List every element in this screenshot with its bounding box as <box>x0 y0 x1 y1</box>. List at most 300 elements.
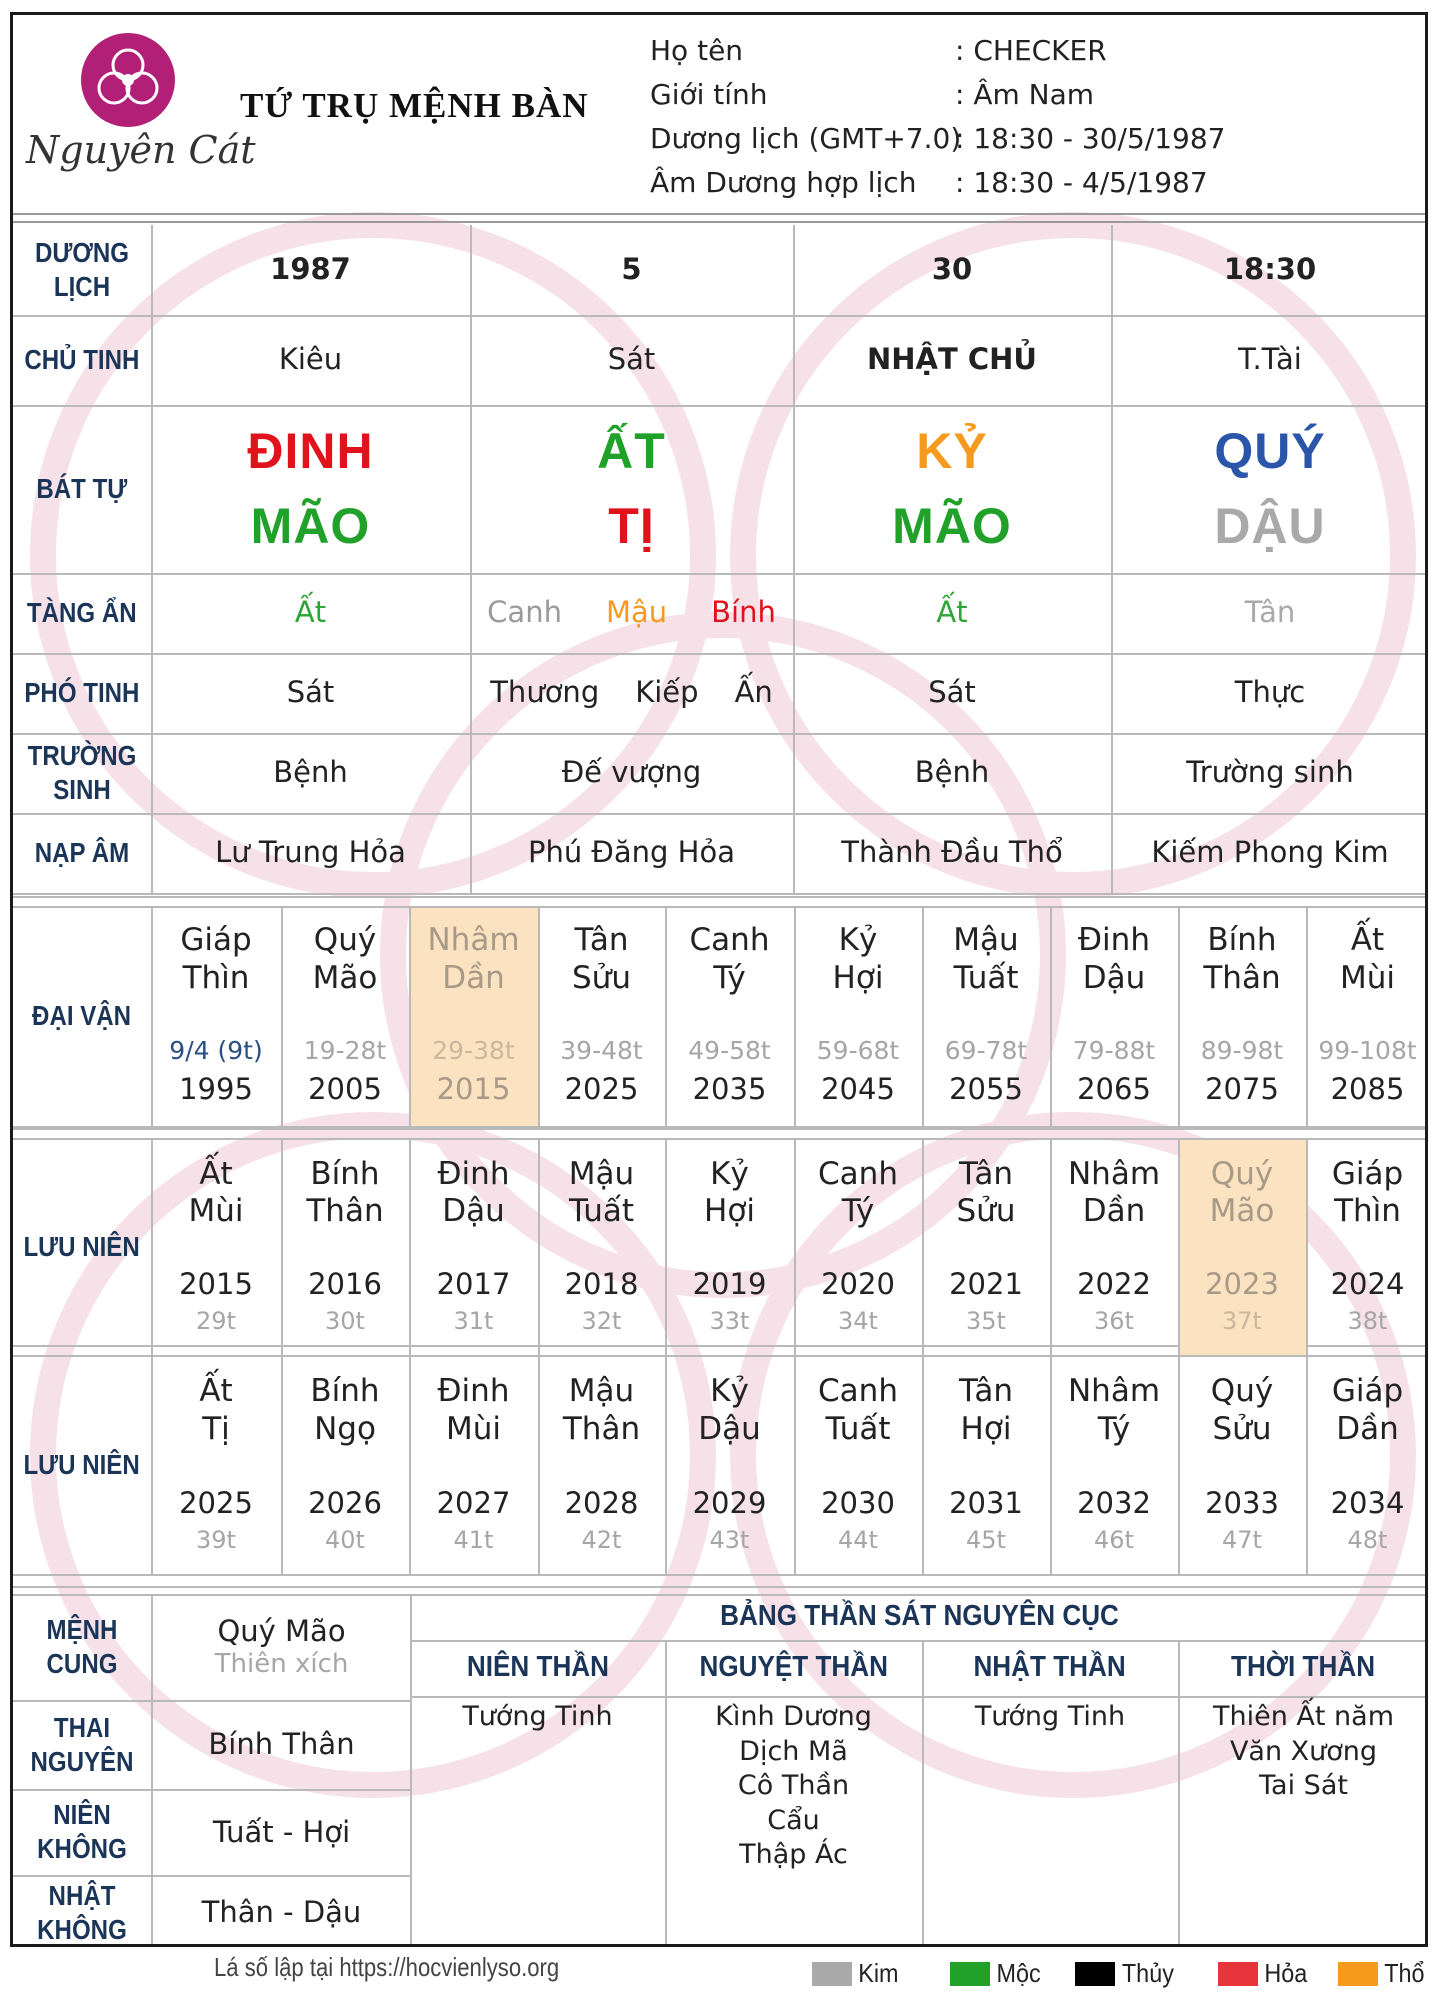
age-text: 29-38t <box>432 1035 515 1065</box>
dai_van-year-cell <box>794 1013 922 1126</box>
legend-label: Thổ <box>1384 1958 1425 1988</box>
year-text: 2019 <box>692 1267 767 1302</box>
age-text: 35t <box>966 1307 1006 1335</box>
chu-tinh-cell <box>1111 315 1428 405</box>
luu_nien_1-year-cell <box>1178 1248 1306 1355</box>
grid-line <box>13 213 1428 215</box>
info-label: Âm Dương hợp lịch <box>650 166 917 199</box>
age-text: 33t <box>709 1307 750 1335</box>
than-sat-header-text: NGUYỆT THẦN <box>699 1651 888 1684</box>
can-value: ĐINH <box>247 423 374 479</box>
dai_van-year-cell <box>281 1013 409 1126</box>
luu_nien_2-year-cell <box>1306 1466 1428 1574</box>
chu-tinh-value: T.Tài <box>1238 342 1302 377</box>
dai_van-canchi-cell <box>922 906 1050 1013</box>
year-text: 2034 <box>1330 1485 1405 1520</box>
luu_nien_2-canchi-cell <box>1306 1355 1428 1466</box>
than-sat-list <box>1178 1700 1428 1920</box>
duong-lich-value: 5 <box>621 252 642 287</box>
tang-an-value: Canh <box>487 595 562 630</box>
chi-text: Mùi <box>188 1193 244 1229</box>
chi-text: Tý <box>841 1193 875 1229</box>
year-text: 2028 <box>564 1485 639 1520</box>
tang-an-cell <box>151 573 470 653</box>
pho-tinh-cell <box>470 653 793 733</box>
age-text: 40t <box>325 1525 365 1554</box>
year-text: 2031 <box>949 1485 1023 1520</box>
pho-tinh-value: Thương <box>490 675 600 710</box>
dai_van-canchi-cell <box>665 906 794 1013</box>
luu_nien_1-canchi-cell <box>281 1138 409 1248</box>
chi-text: Thìn <box>1334 1193 1401 1229</box>
nap-am-value: Lư Trung Hỏa <box>215 835 406 870</box>
chi-text: Mùi <box>445 1410 501 1447</box>
can-text: Quý <box>1210 1373 1274 1410</box>
can-text: Tân <box>574 922 629 959</box>
chi-text: Tý <box>713 959 746 996</box>
legend-item <box>1338 1958 1427 1989</box>
than-sat-title <box>410 1594 1428 1640</box>
can-text: Nhâm <box>1067 1155 1161 1192</box>
age-text: 44t <box>838 1525 878 1554</box>
row-label: DƯƠNG LỊCH <box>34 237 130 302</box>
dai_van-canchi-cell <box>794 906 922 1013</box>
chi-value: MÃO <box>250 498 371 554</box>
legend-label: Mộc <box>996 1958 1041 1988</box>
can-value: QUÝ <box>1214 423 1326 479</box>
page-title: TỨ TRỤ MỆNH BÀN <box>240 86 589 125</box>
duong-lich-value: 1987 <box>270 252 351 287</box>
duong-lich-cell <box>151 225 470 315</box>
bottom-value-menh_cung <box>153 1594 410 1700</box>
legend-item <box>1218 1958 1310 1989</box>
dai_van-year-cell <box>1178 1013 1306 1126</box>
year-text: 2065 <box>1077 1071 1151 1106</box>
can-text: Mậu <box>568 1155 635 1192</box>
luu_nien_1-canchi-cell <box>665 1138 794 1248</box>
can-text: Kỷ <box>710 1373 749 1410</box>
luu_nien_1-year-cell <box>665 1248 794 1355</box>
tang-an-cell <box>793 573 1111 653</box>
than-sat-header <box>1178 1640 1428 1696</box>
bottom-value-thai_nguyen <box>153 1700 410 1789</box>
chi-text: Thân <box>1203 959 1281 996</box>
nap-am-value: Phú Đăng Hỏa <box>527 835 736 870</box>
row-label: NIÊN KHÔNG <box>37 1799 127 1864</box>
chi-text: Hợi <box>832 959 884 996</box>
chi-text: Dậu <box>442 1193 505 1229</box>
luu_nien_2-canchi-cell <box>538 1355 665 1466</box>
age-text: 46t <box>1094 1525 1134 1554</box>
nap-am-value: Thành Đầu Thổ <box>841 835 1063 870</box>
age-text: 99-108t <box>1318 1035 1417 1065</box>
can-text: Ất <box>199 1373 233 1410</box>
tang-an-cell <box>470 573 793 653</box>
dai_van-canchi-cell <box>1306 906 1428 1013</box>
can-text: Kỷ <box>710 1155 749 1192</box>
than-sat-list <box>665 1700 922 1920</box>
year-text: 2025 <box>564 1071 639 1106</box>
footer-text: Lá số lập tại https://hocvienlyso.org <box>214 1952 560 1982</box>
legend-label: Kim <box>858 1958 899 1988</box>
year-text: 2029 <box>692 1485 767 1520</box>
row-label-chu_tinh <box>13 315 151 405</box>
logo-icon <box>78 30 178 130</box>
legend-item <box>1075 1958 1177 1989</box>
luu_nien_2-canchi-cell <box>1050 1355 1178 1466</box>
grid-line <box>410 1696 1428 1698</box>
dai_van-year-cell <box>922 1013 1050 1126</box>
luu_nien_2-label-cell <box>13 1355 151 1574</box>
than-sat-item: Tướng Tinh <box>974 1701 1126 1732</box>
can-text: Nhâm <box>427 922 520 959</box>
bottom-value: Tuất - Hợi <box>212 1814 351 1849</box>
can-text: Nhâm <box>1067 1373 1161 1410</box>
pho-tinh-value: Thực <box>1234 675 1306 710</box>
age-text: 39-48t <box>560 1035 643 1065</box>
luu_nien_2-year-cell <box>151 1466 281 1574</box>
age-text: 9/4 (9t) <box>169 1035 263 1065</box>
legend-swatch <box>1075 1962 1115 1986</box>
can-value: ẤT <box>597 423 666 479</box>
age-text: 32t <box>581 1307 622 1335</box>
pho-tinh-cell <box>793 653 1111 733</box>
legend-label: Thủy <box>1121 1958 1174 1988</box>
nap-am-value: Kiếm Phong Kim <box>1151 835 1389 870</box>
duong-lich-cell <box>470 225 793 315</box>
luu_nien_2-canchi-cell <box>1178 1355 1306 1466</box>
pho-tinh-value: Kiếp <box>635 675 699 710</box>
info-value: : 18:30 - 4/5/1987 <box>955 166 1208 199</box>
luu_nien_1-year-cell <box>794 1248 922 1355</box>
luu_nien_1-year-cell <box>151 1248 281 1355</box>
row-label-tang_an <box>13 573 151 653</box>
year-text: 2075 <box>1205 1071 1279 1106</box>
age-text: 19-28t <box>303 1035 387 1065</box>
tang-an-value: Tân <box>1244 595 1296 630</box>
bottom-value-nien_khong <box>153 1789 410 1875</box>
luu_nien_1-year-cell <box>409 1248 538 1355</box>
info-label: Họ tên <box>650 34 744 67</box>
luu_nien_2-canchi-cell <box>281 1355 409 1466</box>
row-label-duong_lich <box>13 225 151 315</box>
age-text: 89-98t <box>1200 1035 1284 1065</box>
row-label: ĐẠI VẬN <box>32 1000 132 1032</box>
info-value: : Âm Nam <box>955 78 1095 111</box>
chi-text: Ngọ <box>314 1410 376 1447</box>
year-text: 2015 <box>436 1071 511 1106</box>
luu_nien_1-year-cell <box>1050 1248 1178 1355</box>
luu_nien_1-canchi-cell <box>409 1138 538 1248</box>
than-sat-item: Thập Ác <box>739 1839 848 1871</box>
year-text: 1995 <box>179 1071 253 1106</box>
luu_nien_2-year-cell <box>409 1466 538 1574</box>
luu_nien_1-year-cell <box>922 1248 1050 1355</box>
than-sat-item: Thiên Ất năm <box>1212 1701 1394 1732</box>
duong-lich-value: 30 <box>931 252 973 287</box>
can-text: Ất <box>199 1155 233 1192</box>
chu-tinh-value: Kiêu <box>278 342 343 377</box>
age-text: 49-58t <box>688 1035 771 1065</box>
chi-text: Dậu <box>698 1410 761 1447</box>
bottom-label-thai_nguyen <box>13 1700 151 1789</box>
than-sat-list <box>922 1700 1178 1920</box>
dai_van-label-cell <box>13 906 151 1126</box>
duong-lich-value: 18:30 <box>1223 252 1317 287</box>
truong-sinh-value: Bệnh <box>273 755 348 790</box>
bat-tu-cell <box>793 405 1111 573</box>
truong-sinh-value: Bệnh <box>914 755 990 790</box>
luu_nien_2-year-cell <box>922 1466 1050 1574</box>
can-text: Mậu <box>568 1373 635 1410</box>
year-text: 2015 <box>179 1267 253 1302</box>
bottom-value: Thân - Dậu <box>201 1895 362 1930</box>
can-text: Đinh <box>437 1155 510 1192</box>
dai_van-year-cell <box>665 1013 794 1126</box>
legend-swatch <box>1338 1962 1378 1986</box>
bottom-label-nien_khong <box>13 1789 151 1875</box>
dai_van-canchi-cell <box>538 906 665 1013</box>
info-label: Dương lịch (GMT+7.0) <box>650 122 962 155</box>
chart-frame <box>10 12 1428 1947</box>
row-label: CHỦ TINH <box>24 344 140 376</box>
chi-text: Hợi <box>960 1410 1012 1447</box>
can-text: Đinh <box>437 1373 510 1410</box>
than-sat-item: Cẩu <box>767 1804 820 1836</box>
year-text: 2023 <box>1205 1267 1279 1302</box>
pho-tinh-cell <box>151 653 470 733</box>
chi-text: Dậu <box>1082 959 1146 996</box>
nap-am-cell <box>470 813 793 893</box>
bottom-value: Quý Mão <box>217 1614 346 1648</box>
truong-sinh-cell <box>470 733 793 813</box>
row-label: LƯU NIÊN <box>23 1230 141 1262</box>
luu_nien_2-year-cell <box>1050 1466 1178 1574</box>
year-text: 2085 <box>1330 1071 1405 1106</box>
age-text: 47t <box>1222 1525 1262 1554</box>
chi-text: Tuất <box>825 1410 891 1447</box>
year-text: 2033 <box>1205 1485 1279 1520</box>
can-value: KỶ <box>916 423 988 479</box>
truong-sinh-cell <box>1111 733 1428 813</box>
year-text: 2032 <box>1077 1485 1151 1520</box>
chi-text: Tý <box>1097 1410 1131 1447</box>
chi-text: Tuất <box>953 959 1019 996</box>
legend-label: Hỏa <box>1264 1958 1308 1988</box>
year-text: 2005 <box>308 1071 382 1106</box>
duong-lich-cell <box>1111 225 1428 315</box>
luu_nien_2-year-cell <box>538 1466 665 1574</box>
chi-value: TỊ <box>608 498 655 554</box>
luu_nien_2-canchi-cell <box>151 1355 281 1466</box>
legend-item <box>950 1958 1043 1989</box>
can-text: Mậu <box>953 922 1019 959</box>
chu-tinh-value: Sát <box>607 342 656 377</box>
chi-text: Thân <box>306 1193 384 1229</box>
can-text: Ất <box>1350 922 1385 959</box>
bottom-label-menh_cung <box>13 1594 151 1700</box>
can-text: Bính <box>310 1155 380 1192</box>
row-label: TÀNG ẨN <box>27 597 137 629</box>
luu_nien_1-canchi-cell <box>922 1138 1050 1248</box>
year-text: 2018 <box>564 1267 639 1302</box>
duong-lich-cell <box>793 225 1111 315</box>
luu_nien_1-year-cell <box>1306 1248 1428 1355</box>
chu-tinh-cell <box>793 315 1111 405</box>
can-text: Canh <box>818 1155 898 1192</box>
age-text: 43t <box>709 1525 750 1554</box>
dai_van-canchi-cell <box>1178 906 1306 1013</box>
truong-sinh-value: Đế vượng <box>561 755 702 790</box>
can-text: Đinh <box>1078 922 1150 959</box>
year-text: 2030 <box>821 1485 895 1520</box>
legend-item <box>812 1958 901 1989</box>
grid-line <box>13 1586 1428 1588</box>
year-text: 2026 <box>308 1485 382 1520</box>
chi-text: Dần <box>1082 1193 1146 1229</box>
luu_nien_1-canchi-cell <box>538 1138 665 1248</box>
tang-an-value: Bính <box>711 595 776 630</box>
luu_nien_2-canchi-cell <box>665 1355 794 1466</box>
can-text: Giáp <box>1331 1373 1404 1410</box>
legend-swatch <box>950 1962 990 1986</box>
tang-an-value: Ất <box>936 595 968 630</box>
can-text: Tân <box>959 1373 1013 1410</box>
nap-am-cell <box>1111 813 1428 893</box>
row-label-bat_tu <box>13 405 151 573</box>
than-sat-item: Dịch Mã <box>739 1735 848 1767</box>
chi-text: Mão <box>1209 1193 1275 1229</box>
chi-text: Tị <box>202 1410 230 1447</box>
luu_nien_2-year-cell <box>794 1466 922 1574</box>
truong-sinh-cell <box>793 733 1111 813</box>
can-text: Quý <box>313 922 377 959</box>
info-label: Giới tính <box>650 78 768 111</box>
can-text: Giáp <box>1331 1155 1404 1192</box>
truong-sinh-value: Trường sinh <box>1186 755 1354 790</box>
grid-line <box>13 893 1428 895</box>
header <box>0 0 1440 210</box>
dai_van-canchi-cell <box>281 906 409 1013</box>
grid-line <box>13 1128 1428 1130</box>
year-text: 2024 <box>1330 1267 1405 1302</box>
nap-am-cell <box>151 813 470 893</box>
dai_van-year-cell <box>1306 1013 1428 1126</box>
info-value: : CHECKER <box>955 34 1107 67</box>
chu-tinh-cell <box>151 315 470 405</box>
can-text: Bính <box>1207 922 1277 959</box>
chi-text: Hợi <box>704 1193 755 1229</box>
row-label: MỆNH CUNG <box>46 1614 118 1679</box>
age-text: 39t <box>196 1525 236 1554</box>
chu-tinh-value: NHẬT CHỦ <box>867 342 1037 377</box>
chi-text: Dần <box>1336 1410 1399 1447</box>
bottom-value-nhat_khong <box>153 1875 410 1947</box>
age-text: 34t <box>838 1307 878 1335</box>
dai_van-canchi-cell <box>1050 906 1178 1013</box>
row-label: PHÓ TINH <box>24 677 140 709</box>
row-label: NẠP ÂM <box>34 837 130 869</box>
year-text: 2022 <box>1077 1267 1151 1302</box>
tang-an-value: Mậu <box>605 595 668 630</box>
bat-tu-cell <box>151 405 470 573</box>
chi-text: Sửu <box>1212 1410 1272 1447</box>
chi-text: Mùi <box>1339 959 1395 996</box>
age-text: 69-78t <box>944 1035 1028 1065</box>
than-sat-header <box>665 1640 922 1696</box>
chi-text: Mão <box>312 959 378 996</box>
chi-text: Dần <box>442 959 505 996</box>
can-text: Canh <box>818 1373 898 1410</box>
age-text: 48t <box>1347 1525 1388 1554</box>
tang-an-cell <box>1111 573 1428 653</box>
luu_nien_1-canchi-cell <box>1178 1138 1306 1248</box>
luu_nien_2-year-cell <box>665 1466 794 1574</box>
than-sat-header <box>922 1640 1178 1696</box>
than-sat-header-text: NIÊN THẦN <box>466 1651 609 1684</box>
dai_van-canchi-cell <box>151 906 281 1013</box>
row-label: NHẬT KHÔNG <box>37 1879 127 1945</box>
chi-value: MÃO <box>892 498 1012 554</box>
age-text: 42t <box>581 1525 622 1554</box>
pho-tinh-value: Sát <box>928 675 976 710</box>
chi-text: Thìn <box>182 959 250 996</box>
than-sat-title-text: BẢNG THẦN SÁT NGUYÊN CỤC <box>720 1600 1119 1633</box>
luu_nien_1-canchi-cell <box>1050 1138 1178 1248</box>
luu_nien_1-label-cell <box>13 1138 151 1355</box>
row-label-pho_tinh <box>13 653 151 733</box>
than-sat-item: Tướng Tinh <box>462 1701 613 1732</box>
year-text: 2055 <box>949 1071 1023 1106</box>
dai_van-year-cell <box>538 1013 665 1126</box>
can-text: Kỷ <box>838 922 878 959</box>
luu_nien_1-canchi-cell <box>794 1138 922 1248</box>
info-value: : 18:30 - 30/5/1987 <box>955 122 1226 155</box>
pho-tinh-value: Ấn <box>734 675 773 710</box>
than-sat-header-text: THỜI THẦN <box>1231 1651 1376 1684</box>
chu-tinh-cell <box>470 315 793 405</box>
age-text: 45t <box>966 1525 1006 1554</box>
age-text: 30t <box>325 1307 365 1335</box>
age-text: 37t <box>1222 1307 1262 1335</box>
year-text: 2045 <box>821 1071 895 1106</box>
can-text: Giáp <box>180 922 252 959</box>
than-sat-item: Tai Sát <box>1259 1770 1348 1802</box>
grid-line <box>13 221 1428 223</box>
luu_nien_2-canchi-cell <box>922 1355 1050 1466</box>
year-text: 2035 <box>692 1071 767 1106</box>
row-label: THAI NGUYÊN <box>30 1711 134 1777</box>
can-text: Bính <box>310 1373 380 1410</box>
nap-am-cell <box>793 813 1111 893</box>
row-label: LƯU NIÊN <box>23 1448 141 1480</box>
can-text: Canh <box>689 922 770 959</box>
chi-value: DẬU <box>1214 498 1326 554</box>
grid-line <box>13 1574 1428 1576</box>
age-text: 31t <box>453 1307 494 1335</box>
luu_nien_2-canchi-cell <box>409 1355 538 1466</box>
grid-line <box>13 896 1428 898</box>
bottom-sub: Thiên xích <box>214 1648 349 1679</box>
row-label: TRƯỜNG SINH <box>27 740 137 805</box>
age-text: 79-88t <box>1072 1035 1156 1065</box>
age-text: 29t <box>196 1307 236 1335</box>
bat-tu-cell <box>1111 405 1428 573</box>
year-text: 2021 <box>949 1267 1023 1302</box>
year-text: 2016 <box>308 1267 382 1302</box>
logo-text: Nguyên Cát <box>26 128 256 172</box>
row-label: BÁT TỰ <box>36 473 128 505</box>
